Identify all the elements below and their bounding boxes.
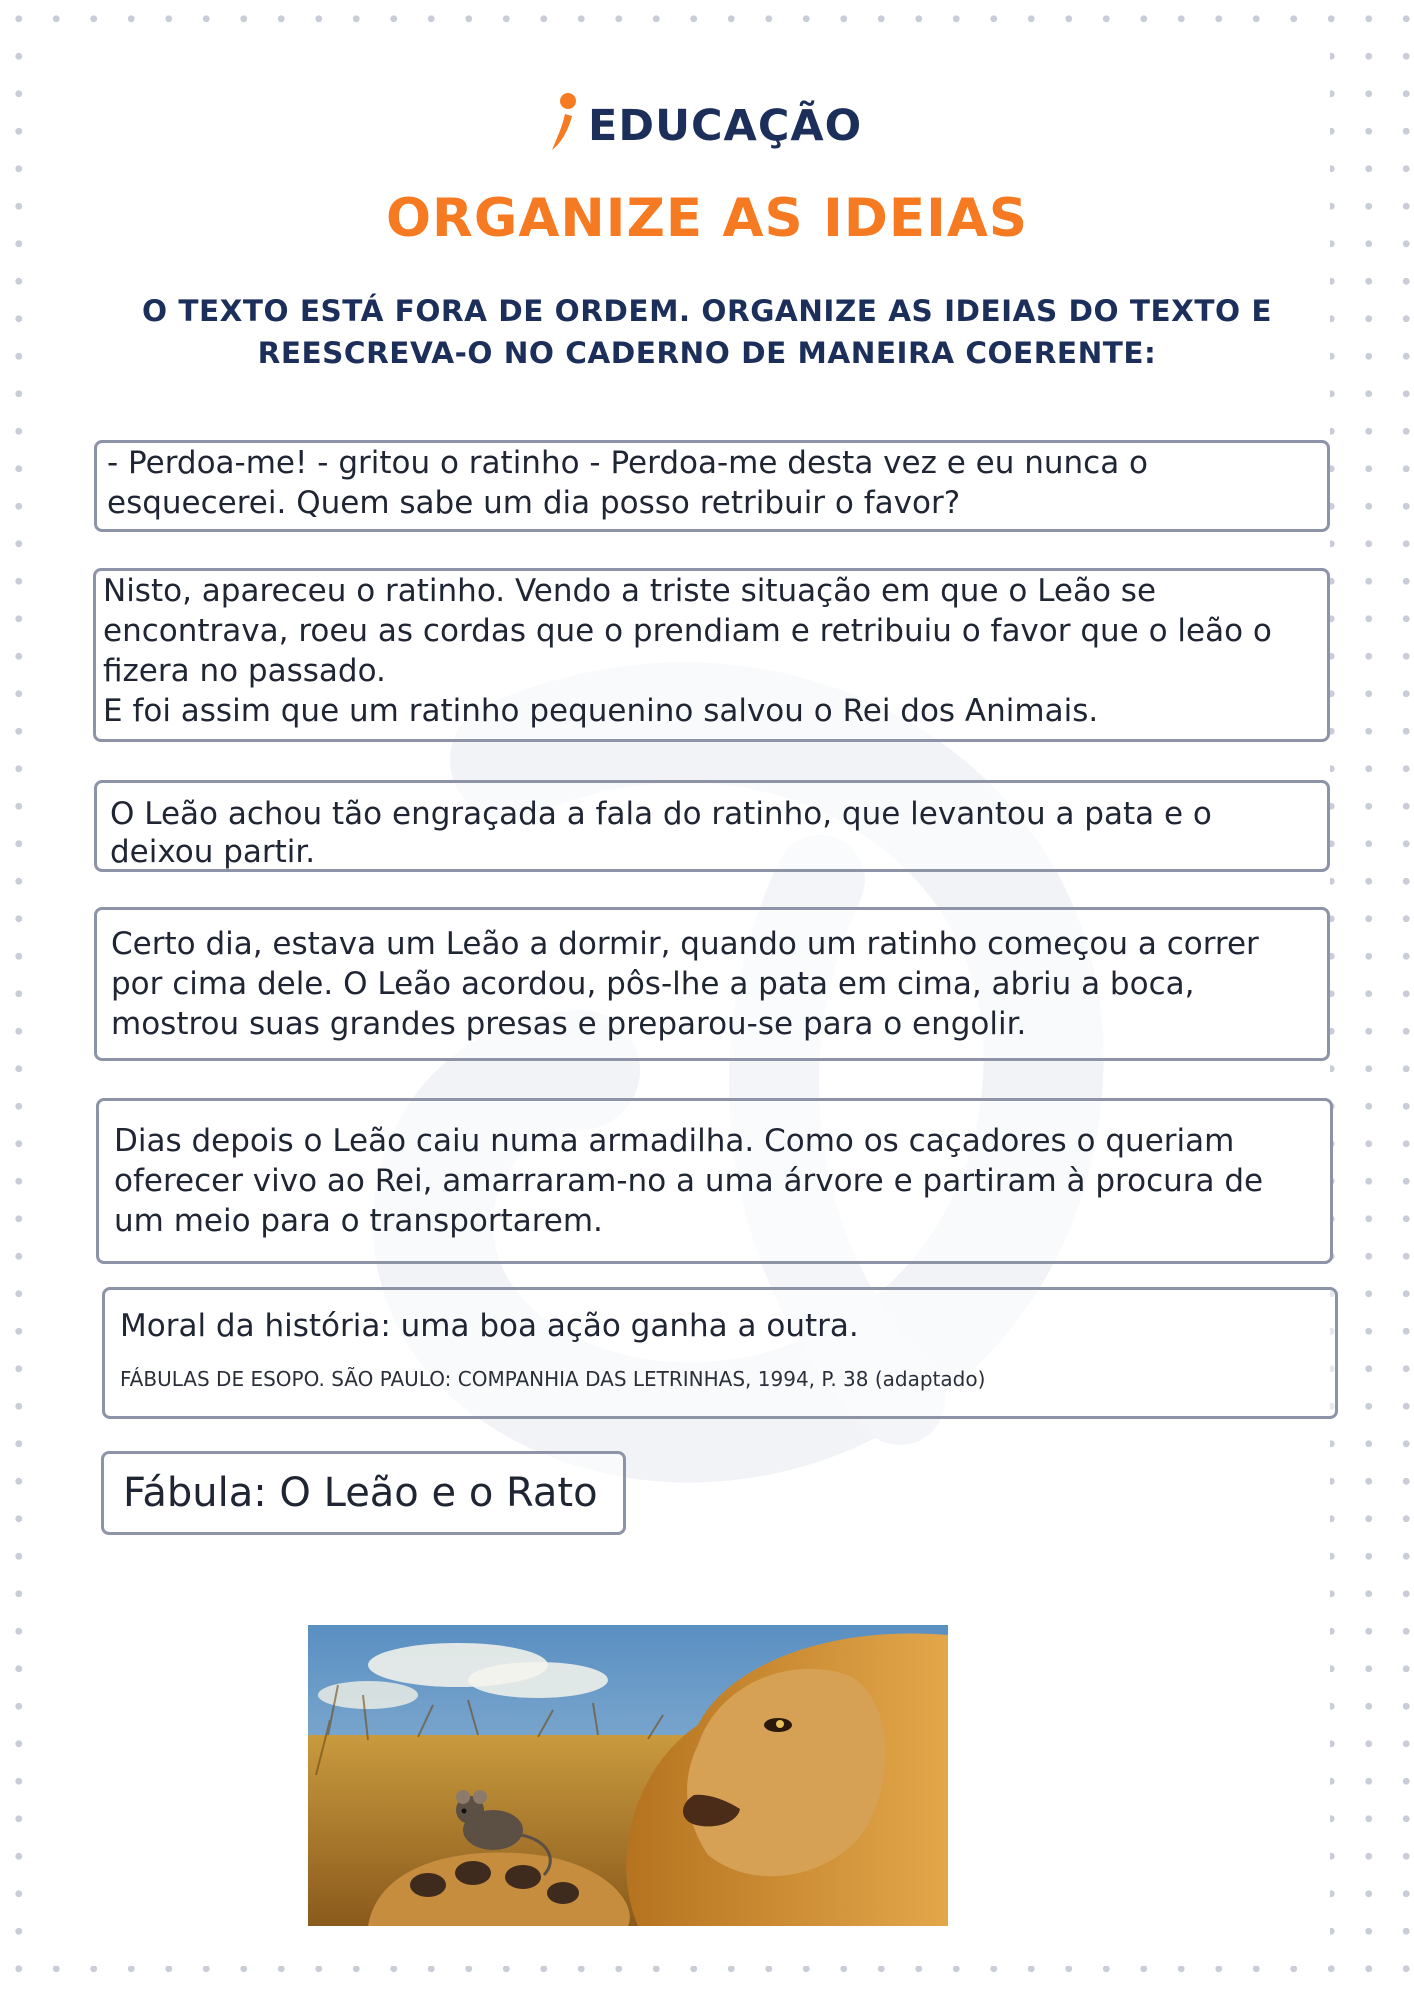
text-line: O Leão achou tão engraçada a fala do ratinho, que levantou a pata e o: [110, 796, 1212, 832]
page-title: ORGANIZE AS IDEIAS: [385, 188, 1029, 249]
text-line: - Perdoa-me! - gritou o ratinho - Perdoa-me desta vez e eu nunca o: [107, 445, 1149, 481]
text-line: esquecerei. Quem sabe um dia posso retribuir o favor?: [107, 485, 961, 521]
text-line: Dias depois o Leão caiu numa armadilha. Como os caçadores o queriam: [114, 1123, 1235, 1159]
fable-title-box: Fábula: O Leão e o Rato: [101, 1451, 626, 1535]
moral-text: Moral da história: uma boa ação ganha a outra.: [120, 1308, 859, 1344]
story-box-5: [96, 1098, 1333, 1264]
moral-box: [102, 1287, 1338, 1419]
i-brand-mark-icon: [548, 92, 580, 154]
text-line: deixou partir.: [110, 834, 316, 870]
story-box-3: [94, 780, 1330, 872]
instruction-line: O TEXTO ESTÁ FORA DE ORDEM. ORGANIZE AS IDEIAS DO TEXTO E: [142, 294, 1272, 328]
story-box-1: [94, 440, 1330, 532]
instruction-text: [110, 290, 1304, 374]
text-line: encontrava, roeu as cordas que o prendiam e retribuiu o favor que o leão o: [103, 613, 1272, 649]
text-line: E foi assim que um ratinho pequenino salvou o Rei dos Animais.: [103, 693, 1099, 729]
brand-name: EDUCAÇÃO: [588, 101, 863, 151]
lion-and-mouse-illustration: [308, 1625, 948, 1926]
text-line: por cima dele. O Leão acordou, pôs-lhe a pata em cima, abriu a boca,: [111, 966, 1195, 1002]
text-line: oferecer vivo ao Rei, amarraram-no a uma árvore e partiram à procura de: [114, 1163, 1264, 1199]
text-line: um meio para o transportarem.: [114, 1203, 603, 1239]
story-box-2: [93, 568, 1330, 742]
story-box-4: [94, 907, 1330, 1061]
text-line: Certo dia, estava um Leão a dormir, quando um ratinho começou a correr: [111, 926, 1259, 962]
text-line: fizera no passado.: [103, 653, 386, 689]
instruction-line: REESCREVA-O NO CADERNO DE MANEIRA COERENTE:: [257, 336, 1157, 370]
text-line: Nisto, apareceu o ratinho. Vendo a triste situação em que o Leão se: [103, 573, 1157, 609]
text-line: mostrou suas grandes presas e preparou-se para o engolir.: [111, 1006, 1027, 1042]
source-citation: FÁBULAS DE ESOPO. SÃO PAULO: COMPANHIA DAS LETRINHAS, 1994, P. 38 (adaptado): [120, 1367, 986, 1391]
brand-logo[interactable]: [548, 84, 862, 154]
